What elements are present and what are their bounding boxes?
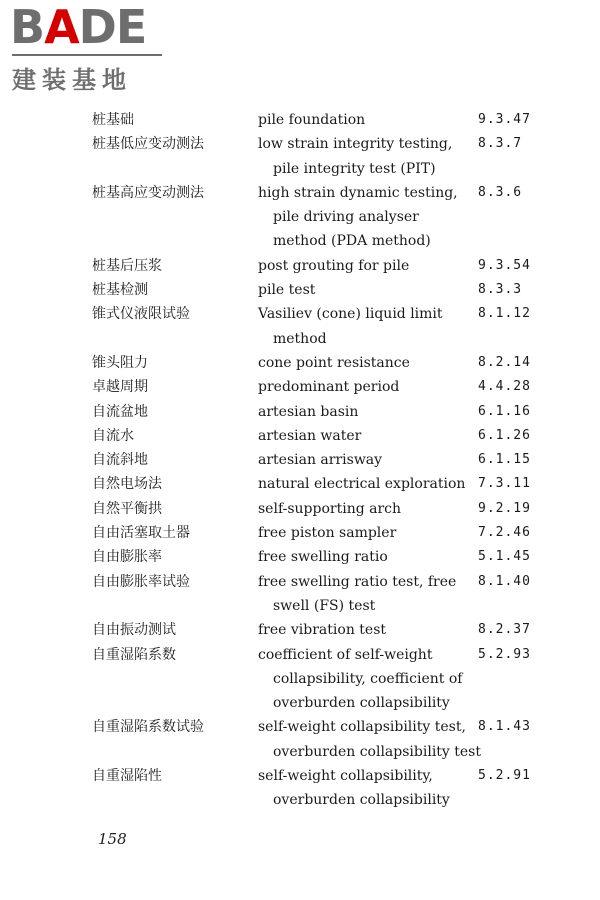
chinese-term: 自流盆地 bbox=[92, 403, 148, 420]
chinese-term: 桩基低应变动测法 bbox=[92, 136, 204, 153]
english-term bbox=[258, 375, 478, 399]
english-term bbox=[258, 764, 478, 813]
english-term-line: low strain integrity testing, bbox=[258, 136, 453, 153]
english-term-line: pile test bbox=[258, 282, 316, 299]
english-term bbox=[258, 181, 478, 254]
english-term-line: pile foundation bbox=[258, 112, 366, 128]
section-reference: 7.3.11 bbox=[478, 476, 531, 492]
english-term bbox=[258, 302, 478, 351]
glossary-entry bbox=[0, 254, 600, 278]
glossary-entry bbox=[0, 400, 600, 424]
section-reference: 9.3.54 bbox=[478, 257, 531, 273]
glossary-entry bbox=[0, 448, 600, 472]
english-term-line: self-weight collapsibility, bbox=[258, 768, 433, 785]
section-reference: 4.4.28 bbox=[478, 379, 531, 395]
english-term-line: artesian arrisway bbox=[258, 452, 383, 469]
glossary-entry bbox=[0, 375, 600, 399]
glossary-entry bbox=[0, 424, 600, 448]
logo-wordmark bbox=[10, 0, 180, 54]
english-term-line: overburden collapsibility test bbox=[273, 743, 481, 760]
glossary-entry bbox=[0, 181, 600, 254]
section-reference: 9.3.47 bbox=[478, 112, 531, 127]
english-term bbox=[258, 570, 478, 619]
english-term bbox=[258, 618, 478, 642]
english-term-line: collapsibility, coefficient of bbox=[273, 670, 463, 687]
english-term-line: post grouting for pile bbox=[258, 257, 410, 274]
english-term-line: high strain dynamic testing, bbox=[258, 184, 458, 201]
glossary-entry bbox=[0, 497, 600, 521]
english-term-line: free piston sampler bbox=[258, 525, 397, 542]
english-term-line: overburden collapsibility bbox=[273, 695, 450, 712]
chinese-term: 桩基高应变动测法 bbox=[92, 184, 204, 201]
english-term-line: pile integrity test (PIT) bbox=[273, 160, 436, 177]
english-term bbox=[258, 400, 478, 424]
glossary-entry bbox=[0, 521, 600, 545]
english-term bbox=[258, 108, 478, 132]
chinese-term: 自重湿陷系数 bbox=[92, 646, 176, 663]
english-term-line: overburden collapsibility bbox=[273, 792, 450, 809]
chinese-term: 自由膨胀率 bbox=[92, 549, 162, 566]
logo-divider bbox=[12, 54, 162, 56]
section-reference: 8.2.14 bbox=[478, 354, 531, 370]
english-term-line: free swelling ratio test, free bbox=[258, 573, 457, 590]
english-term bbox=[258, 521, 478, 545]
english-term-line: free vibration test bbox=[258, 622, 387, 639]
english-term bbox=[258, 132, 478, 181]
chinese-term: 自然电场法 bbox=[92, 476, 162, 493]
chinese-term: 自由振动测试 bbox=[92, 622, 176, 639]
glossary-entry bbox=[0, 302, 600, 351]
glossary-entry bbox=[0, 132, 600, 181]
english-term bbox=[258, 643, 478, 716]
english-term-line: free swelling ratio bbox=[258, 549, 388, 566]
english-term bbox=[258, 278, 478, 302]
english-term-line: self-supporting arch bbox=[258, 500, 402, 517]
section-reference: 8.3.7 bbox=[478, 136, 523, 152]
glossary-entry bbox=[0, 278, 600, 302]
english-term bbox=[258, 497, 478, 521]
english-term bbox=[258, 424, 478, 448]
english-term-line: natural electrical exploration bbox=[258, 476, 466, 493]
english-term bbox=[258, 715, 481, 764]
chinese-term: 自由膨胀率试验 bbox=[92, 573, 190, 590]
chinese-term: 桩基础 bbox=[92, 112, 134, 128]
section-reference: 6.1.26 bbox=[478, 427, 531, 443]
chinese-term: 自重湿陷性 bbox=[92, 768, 162, 785]
chinese-term: 自然平衡拱 bbox=[92, 500, 162, 517]
glossary-entry bbox=[0, 715, 600, 764]
glossary-entry bbox=[0, 618, 600, 642]
english-term-line: predominant period bbox=[258, 379, 400, 396]
section-reference: 5.1.45 bbox=[478, 549, 531, 565]
chinese-term: 自由活塞取土器 bbox=[92, 525, 190, 542]
chinese-term: 桩基检测 bbox=[92, 282, 148, 299]
english-term-line: method bbox=[273, 330, 327, 347]
english-term bbox=[258, 545, 478, 569]
glossary-entry bbox=[0, 545, 600, 569]
english-term-line: coefficient of self-weight bbox=[258, 646, 433, 663]
section-reference: 7.2.46 bbox=[478, 525, 531, 541]
section-reference: 8.1.12 bbox=[478, 306, 531, 322]
english-term bbox=[258, 472, 478, 496]
section-reference: 9.2.19 bbox=[478, 500, 531, 516]
logo-subtitle: 建装基地 bbox=[12, 66, 132, 94]
chinese-term: 卓越周期 bbox=[92, 379, 148, 396]
section-reference: 8.3.3 bbox=[478, 282, 523, 298]
english-term-line: artesian basin bbox=[258, 403, 359, 420]
chinese-term: 自流斜地 bbox=[92, 452, 148, 469]
glossary-entry bbox=[0, 472, 600, 496]
english-term-line: swell (FS) test bbox=[273, 597, 376, 614]
section-reference: 5.2.93 bbox=[478, 646, 531, 662]
english-term bbox=[258, 351, 478, 375]
chinese-term: 锥式仪液限试验 bbox=[92, 306, 190, 323]
chinese-term: 自流水 bbox=[92, 427, 134, 444]
section-reference: 6.1.16 bbox=[478, 403, 531, 419]
english-term-line: cone point resistance bbox=[258, 354, 410, 371]
glossary-entry bbox=[0, 108, 600, 132]
english-term-line: Vasiliev (cone) liquid limit bbox=[258, 306, 443, 323]
english-term-line: artesian water bbox=[258, 427, 362, 444]
glossary-entry bbox=[0, 351, 600, 375]
section-reference: 8.1.40 bbox=[478, 573, 531, 589]
english-term-line: method (PDA method) bbox=[273, 233, 431, 250]
glossary-entry bbox=[0, 570, 600, 619]
english-term bbox=[258, 448, 478, 472]
section-reference: 6.1.15 bbox=[478, 452, 531, 468]
section-reference: 8.2.37 bbox=[478, 622, 531, 638]
english-term-line: pile driving analyser bbox=[273, 209, 419, 226]
section-reference: 8.3.6 bbox=[478, 184, 523, 200]
logo-wordmark-text: BADE bbox=[10, 0, 147, 54]
chinese-term: 自重湿陷系数试验 bbox=[92, 719, 204, 736]
glossary-list bbox=[0, 108, 600, 813]
chinese-term: 锥头阻力 bbox=[92, 354, 148, 371]
glossary-entry bbox=[0, 643, 600, 716]
glossary-entry bbox=[0, 764, 600, 813]
english-term bbox=[258, 254, 478, 278]
english-term-line: self-weight collapsibility test, bbox=[258, 719, 466, 736]
page-number: 158 bbox=[98, 830, 127, 848]
section-reference: 5.2.91 bbox=[478, 768, 531, 784]
chinese-term: 桩基后压浆 bbox=[92, 257, 162, 274]
section-reference: 8.1.43 bbox=[478, 719, 531, 735]
bade-logo bbox=[10, 0, 180, 94]
